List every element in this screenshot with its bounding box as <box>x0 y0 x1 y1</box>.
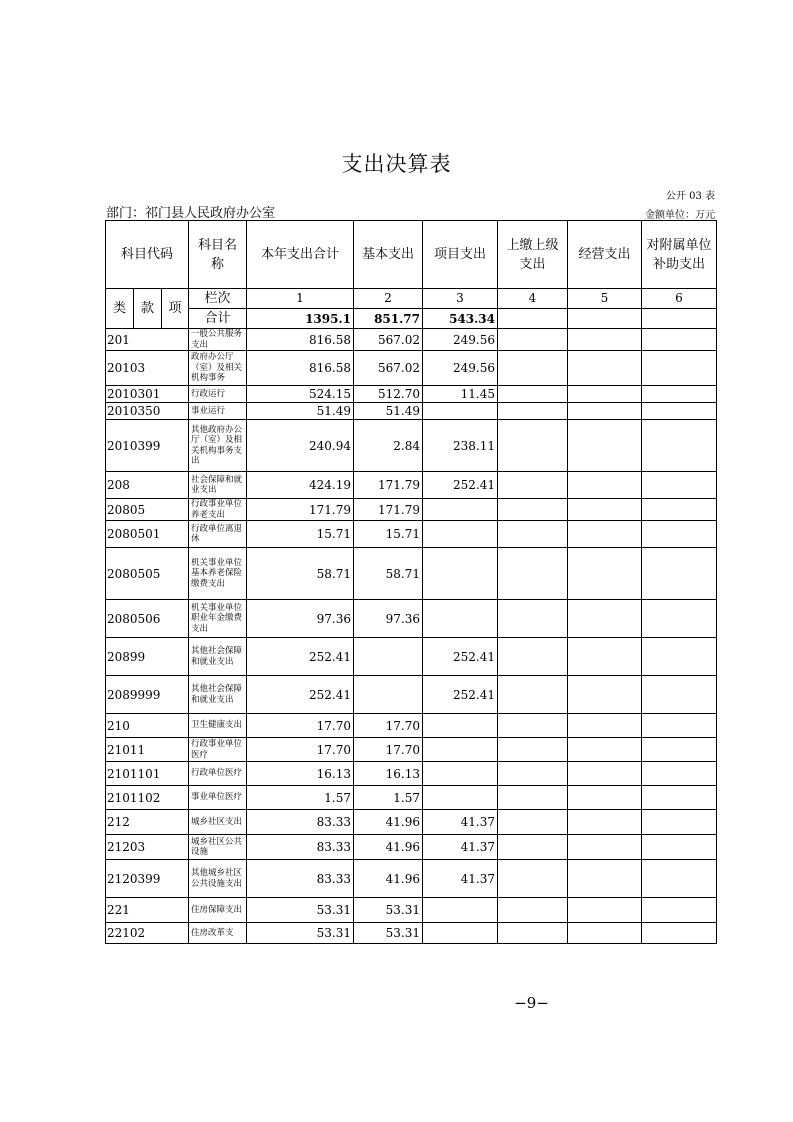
row-project: 252.41 <box>423 676 498 714</box>
row-total: 53.31 <box>247 898 354 923</box>
row-upper <box>498 786 568 810</box>
row-project: 11.45 <box>423 386 498 403</box>
header-business: 经营支出 <box>568 221 642 289</box>
table-row <box>106 351 717 386</box>
row-code: 2010399 <box>106 420 189 472</box>
row-basic <box>354 638 423 676</box>
row-code: 210 <box>106 714 189 738</box>
row-business <box>568 548 642 600</box>
row-subsidy <box>642 898 717 923</box>
table-row <box>106 600 717 638</box>
row-business <box>568 521 642 548</box>
row-business <box>568 860 642 898</box>
total-basic: 851.77 <box>354 309 423 329</box>
row-basic: 171.79 <box>354 499 423 521</box>
table-row <box>106 676 717 714</box>
row-total: 252.41 <box>247 676 354 714</box>
row-project: 252.41 <box>423 638 498 676</box>
row-business <box>568 600 642 638</box>
total-business <box>568 309 642 329</box>
row-subsidy <box>642 786 717 810</box>
row-subsidy <box>642 420 717 472</box>
row-basic: 2.84 <box>354 420 423 472</box>
row-total: 16.13 <box>247 762 354 786</box>
row-total: 83.33 <box>247 835 354 860</box>
header-code: 科目代码 <box>106 221 189 289</box>
row-business <box>568 714 642 738</box>
row-total: 17.70 <box>247 738 354 762</box>
row-name: 行政事业单位医疗 <box>189 738 247 762</box>
row-code: 2080505 <box>106 548 189 600</box>
row-code: 20103 <box>106 351 189 386</box>
header-subsidy: 对附属单位补助支出 <box>642 221 717 289</box>
row-code: 221 <box>106 898 189 923</box>
row-project <box>423 714 498 738</box>
header-upper: 上缴上级支出 <box>498 221 568 289</box>
row-basic <box>354 676 423 714</box>
unit-label: 金额单位：万元 <box>645 210 715 221</box>
row-name: 其他城乡社区公共设施支出 <box>189 860 247 898</box>
row-name: 住房保障支出 <box>189 898 247 923</box>
row-basic: 15.71 <box>354 521 423 548</box>
row-name: 机关事业单位职业年金缴费支出 <box>189 600 247 638</box>
header-basic: 基本支出 <box>354 221 423 289</box>
total-label: 合计 <box>189 309 247 329</box>
row-code: 21011 <box>106 738 189 762</box>
row-code: 20899 <box>106 638 189 676</box>
total-sum: 1395.1 <box>247 309 354 329</box>
table-row <box>106 472 717 499</box>
row-business <box>568 762 642 786</box>
row-basic: 567.02 <box>354 351 423 386</box>
table-row <box>106 835 717 860</box>
row-name: 其他社会保障和就业支出 <box>189 676 247 714</box>
row-upper <box>498 835 568 860</box>
row-project <box>423 786 498 810</box>
row-project: 41.37 <box>423 860 498 898</box>
row-upper <box>498 898 568 923</box>
row-name: 社会保障和就业支出 <box>189 472 247 499</box>
row-upper <box>498 676 568 714</box>
expenditure-table <box>105 220 717 944</box>
header-total: 本年支出合计 <box>247 221 354 289</box>
row-project <box>423 762 498 786</box>
col-index-6: 6 <box>642 289 717 309</box>
row-code: 201 <box>106 329 189 351</box>
row-total: 424.19 <box>247 472 354 499</box>
row-name: 其他政府办公厅（室）及相关机构事务支出 <box>189 420 247 472</box>
row-upper <box>498 810 568 835</box>
row-upper <box>498 548 568 600</box>
row-subsidy <box>642 638 717 676</box>
table-row <box>106 420 717 472</box>
row-upper <box>498 860 568 898</box>
row-code: 208 <box>106 472 189 499</box>
row-basic: 1.57 <box>354 786 423 810</box>
total-upper <box>498 309 568 329</box>
row-project <box>423 923 498 944</box>
row-subsidy <box>642 521 717 548</box>
table-row <box>106 403 717 420</box>
row-project <box>423 898 498 923</box>
row-code: 2120399 <box>106 860 189 898</box>
table-row <box>106 499 717 521</box>
row-business <box>568 472 642 499</box>
row-name: 事业单位医疗 <box>189 786 247 810</box>
row-basic: 41.96 <box>354 810 423 835</box>
row-upper <box>498 403 568 420</box>
row-subsidy <box>642 403 717 420</box>
row-business <box>568 676 642 714</box>
row-name: 行政运行 <box>189 386 247 403</box>
page-title: 支出决算表 <box>341 152 452 176</box>
row-total: 252.41 <box>247 638 354 676</box>
row-project <box>423 403 498 420</box>
row-business <box>568 638 642 676</box>
row-code: 2010350 <box>106 403 189 420</box>
table-row <box>106 714 717 738</box>
row-code: 2101102 <box>106 786 189 810</box>
row-subsidy <box>642 499 717 521</box>
row-upper <box>498 329 568 351</box>
row-upper <box>498 499 568 521</box>
row-upper <box>498 600 568 638</box>
row-business <box>568 810 642 835</box>
row-name: 政府办公厅（室）及相关机构事务 <box>189 351 247 386</box>
row-upper <box>498 472 568 499</box>
row-upper <box>498 386 568 403</box>
row-total: 171.79 <box>247 499 354 521</box>
row-code: 20805 <box>106 499 189 521</box>
row-name: 一般公共服务支出 <box>189 329 247 351</box>
row-basic: 41.96 <box>354 860 423 898</box>
row-business <box>568 898 642 923</box>
table-row <box>106 810 717 835</box>
row-basic: 58.71 <box>354 548 423 600</box>
row-total: 51.49 <box>247 403 354 420</box>
header-kuan: 款 <box>134 289 162 329</box>
col-index-2: 2 <box>354 289 423 309</box>
row-code: 21203 <box>106 835 189 860</box>
table-row <box>106 548 717 600</box>
row-name: 城乡社区公共设施 <box>189 835 247 860</box>
col-index-4: 4 <box>498 289 568 309</box>
row-total: 17.70 <box>247 714 354 738</box>
row-name: 卫生健康支出 <box>189 714 247 738</box>
row-subsidy <box>642 548 717 600</box>
table-row <box>106 329 717 351</box>
row-basic: 512.70 <box>354 386 423 403</box>
row-name: 行政事业单位养老支出 <box>189 499 247 521</box>
row-code: 2010301 <box>106 386 189 403</box>
row-project: 252.41 <box>423 472 498 499</box>
row-code: 2089999 <box>106 676 189 714</box>
row-business <box>568 499 642 521</box>
row-business <box>568 923 642 944</box>
col-index-1: 1 <box>247 289 354 309</box>
row-subsidy <box>642 714 717 738</box>
row-upper <box>498 638 568 676</box>
row-project <box>423 738 498 762</box>
row-code: 22102 <box>106 923 189 944</box>
row-total: 240.94 <box>247 420 354 472</box>
row-code: 2101101 <box>106 762 189 786</box>
row-subsidy <box>642 386 717 403</box>
table-row <box>106 738 717 762</box>
row-subsidy <box>642 860 717 898</box>
table-row <box>106 860 717 898</box>
row-name: 住房改革支 <box>189 923 247 944</box>
row-subsidy <box>642 600 717 638</box>
row-name: 行政单位离退休 <box>189 521 247 548</box>
row-business <box>568 403 642 420</box>
row-total: 97.36 <box>247 600 354 638</box>
row-business <box>568 329 642 351</box>
row-total: 83.33 <box>247 810 354 835</box>
table-row <box>106 638 717 676</box>
row-subsidy <box>642 923 717 944</box>
row-name: 行政单位医疗 <box>189 762 247 786</box>
row-project <box>423 600 498 638</box>
row-code: 2080506 <box>106 600 189 638</box>
page-number: −9− <box>514 994 549 1012</box>
header-name: 科目名称 <box>189 221 247 289</box>
row-business <box>568 420 642 472</box>
row-business <box>568 835 642 860</box>
row-total: 524.15 <box>247 386 354 403</box>
row-upper <box>498 923 568 944</box>
table-row <box>106 386 717 403</box>
row-total: 1.57 <box>247 786 354 810</box>
row-subsidy <box>642 329 717 351</box>
row-business <box>568 786 642 810</box>
row-basic: 171.79 <box>354 472 423 499</box>
row-name: 城乡社区支出 <box>189 810 247 835</box>
row-project <box>423 548 498 600</box>
row-code: 2080501 <box>106 521 189 548</box>
row-basic: 16.13 <box>354 762 423 786</box>
row-business <box>568 738 642 762</box>
table-row <box>106 786 717 810</box>
row-total: 816.58 <box>247 351 354 386</box>
row-upper <box>498 420 568 472</box>
row-project: 238.11 <box>423 420 498 472</box>
row-project: 249.56 <box>423 351 498 386</box>
header-lei: 类 <box>106 289 134 329</box>
row-total: 816.58 <box>247 329 354 351</box>
row-basic: 53.31 <box>354 923 423 944</box>
col-index-5: 5 <box>568 289 642 309</box>
row-code: 212 <box>106 810 189 835</box>
row-name: 机关事业单位基本养老保险缴费支出 <box>189 548 247 600</box>
row-upper <box>498 521 568 548</box>
row-basic: 17.70 <box>354 738 423 762</box>
table-row <box>106 923 717 944</box>
row-upper <box>498 714 568 738</box>
row-total: 53.31 <box>247 923 354 944</box>
table-row <box>106 521 717 548</box>
header-lanci: 栏次 <box>189 289 247 309</box>
row-basic: 53.31 <box>354 898 423 923</box>
header-project: 项目支出 <box>423 221 498 289</box>
row-total: 15.71 <box>247 521 354 548</box>
col-index-3: 3 <box>423 289 498 309</box>
row-upper <box>498 738 568 762</box>
row-total: 58.71 <box>247 548 354 600</box>
row-basic: 51.49 <box>354 403 423 420</box>
row-subsidy <box>642 810 717 835</box>
row-name: 其他社会保障和就业支出 <box>189 638 247 676</box>
table-row <box>106 762 717 786</box>
row-basic: 97.36 <box>354 600 423 638</box>
row-project: 41.37 <box>423 810 498 835</box>
row-total: 83.33 <box>247 860 354 898</box>
row-basic: 41.96 <box>354 835 423 860</box>
row-basic: 17.70 <box>354 714 423 738</box>
header-xiang: 项 <box>162 289 189 329</box>
form-number: 公开 03 表 <box>665 191 715 202</box>
row-subsidy <box>642 835 717 860</box>
table-row <box>106 898 717 923</box>
row-subsidy <box>642 676 717 714</box>
total-project: 543.34 <box>423 309 498 329</box>
row-subsidy <box>642 762 717 786</box>
row-upper <box>498 762 568 786</box>
row-project: 41.37 <box>423 835 498 860</box>
row-subsidy <box>642 472 717 499</box>
row-subsidy <box>642 738 717 762</box>
table-body <box>106 329 717 944</box>
row-basic: 567.02 <box>354 329 423 351</box>
row-project: 249.56 <box>423 329 498 351</box>
row-subsidy <box>642 351 717 386</box>
total-subsidy <box>642 309 717 329</box>
row-business <box>568 386 642 403</box>
row-name: 事业运行 <box>189 403 247 420</box>
row-project <box>423 521 498 548</box>
row-project <box>423 499 498 521</box>
row-upper <box>498 351 568 386</box>
department-label: 部门：祁门县人民政府办公室 <box>106 206 276 221</box>
row-business <box>568 351 642 386</box>
